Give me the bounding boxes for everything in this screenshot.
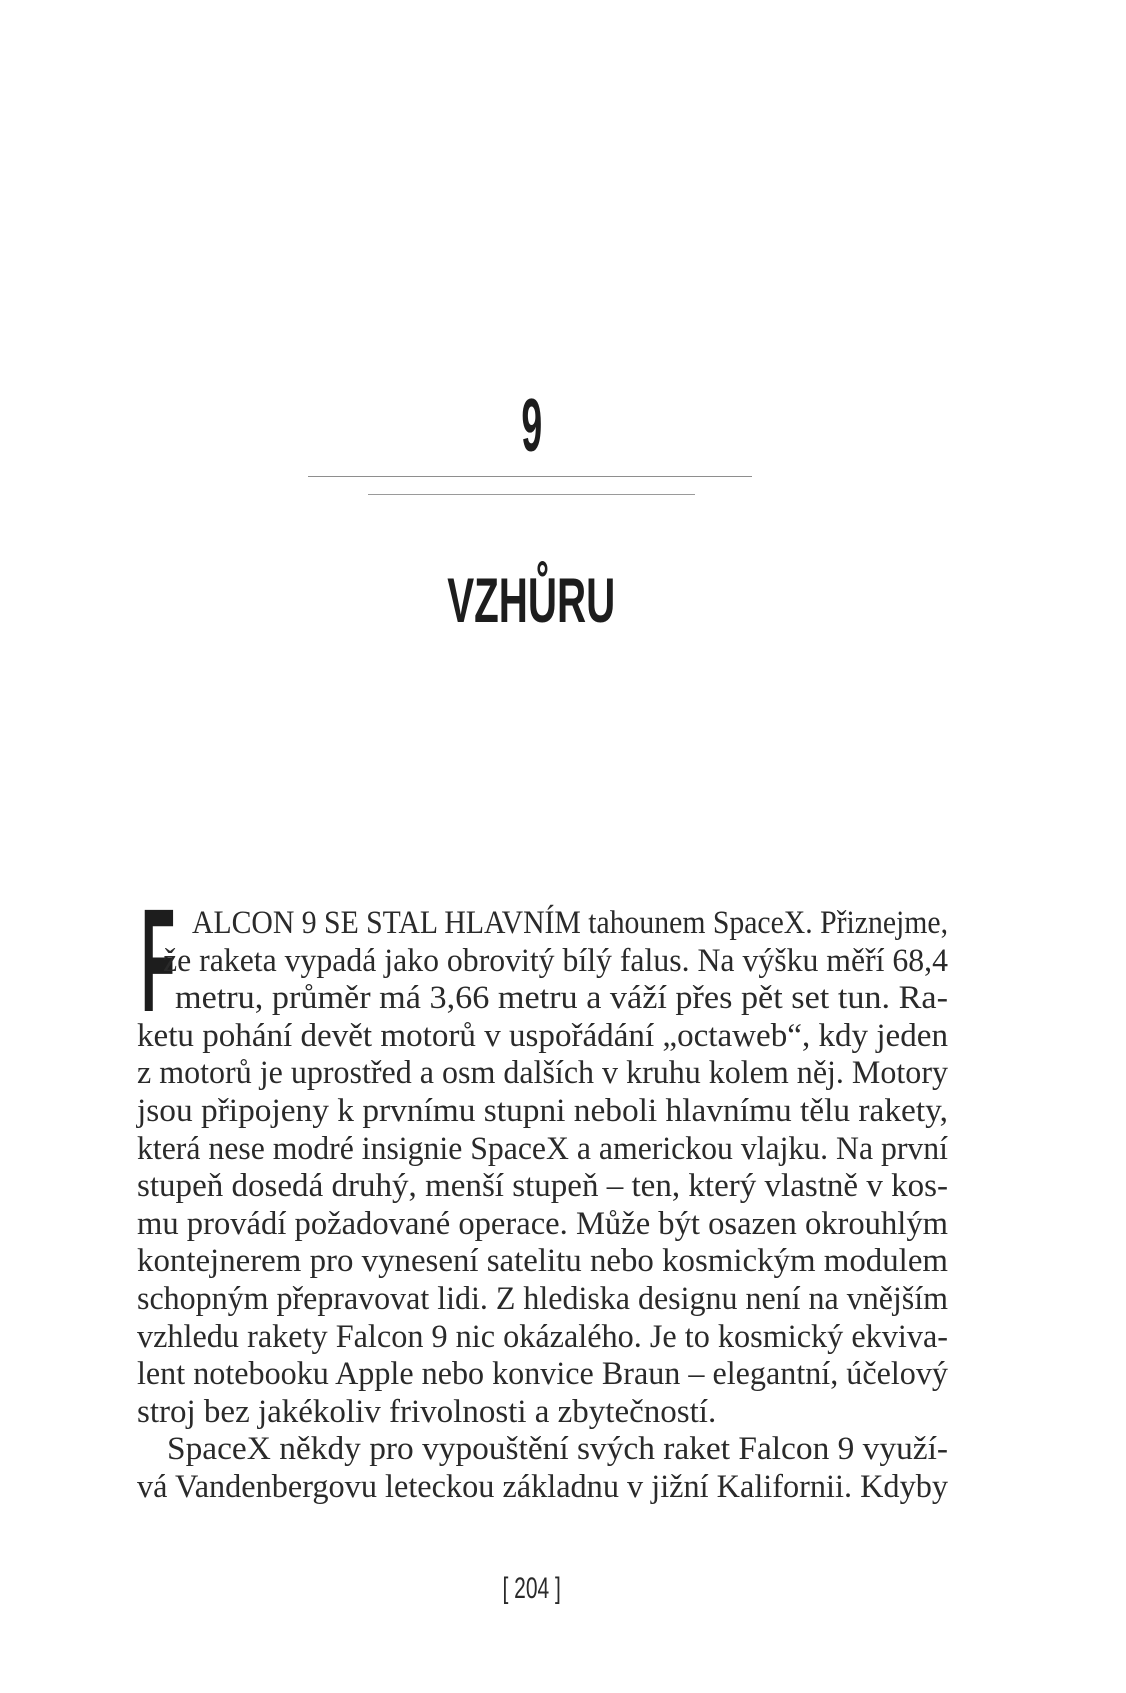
text-line: vá Vandenbergovu leteckou základnu v jižní Kalifornii. Kdyby — [137, 1468, 948, 1505]
page-number-text: [ 204 ] — [502, 1572, 561, 1605]
text-line: ALCON 9 SE STAL HLAVNÍM tahounem SpaceX. Přiznejme, — [192, 905, 948, 941]
text-line: metru, průměr má 3,66 metru a váží přes pět set tun. Ra- — [175, 980, 948, 1017]
text-line: že raketa vypadá jako obrovitý bílý falus. Na výšku měří 68,4 — [163, 942, 948, 979]
chapter-title-text: VZHŮRU — [447, 566, 616, 636]
chapter-title — [126, 566, 937, 636]
drop-cap: F — [141, 879, 176, 1043]
text-line: stroj bez jakékoliv frivolnosti a zbytečností. — [137, 1393, 717, 1430]
text-line: ketu pohání devět motorů v uspořádání „octaweb“, kdy jeden — [137, 1017, 948, 1054]
text-line: kontejnerem pro vynesení satelitu nebo kosmickým modulem — [137, 1243, 948, 1280]
text-line: vzhledu rakety Falcon 9 nic okázalého. Je to kosmický ekviva- — [137, 1318, 948, 1355]
text-line: schopným přepravovat lidi. Z hlediska designu není na vnějším — [137, 1280, 948, 1317]
page-number — [126, 1574, 937, 1604]
body-text — [137, 879, 949, 1507]
text-line: která nese modré insignie SpaceX a americkou vlajku. Na první — [137, 1130, 948, 1167]
chapter-number — [126, 383, 937, 467]
text-line: z motorů je uprostřed a osm dalších v kruhu kolem něj. Motory — [137, 1055, 948, 1092]
text-line: stupeň dosedá druhý, menší stupeň – ten, který vlastně v kos- — [137, 1168, 949, 1205]
text-line: lent notebooku Apple nebo konvice Braun – elegantní, účelový — [137, 1356, 948, 1393]
divider-rule-top — [308, 476, 752, 477]
text-line: SpaceX někdy pro vypouštění svých raket Falcon 9 využí- — [167, 1431, 948, 1468]
chapter-number-text: 9 — [521, 383, 542, 467]
text-line: jsou připojeny k prvnímu stupni neboli hlavnímu tělu rakety, — [137, 1092, 948, 1129]
divider-rule-bottom — [368, 494, 695, 495]
text-line: mu provádí požadované operace. Může být osazen okrouhlým — [137, 1205, 948, 1242]
